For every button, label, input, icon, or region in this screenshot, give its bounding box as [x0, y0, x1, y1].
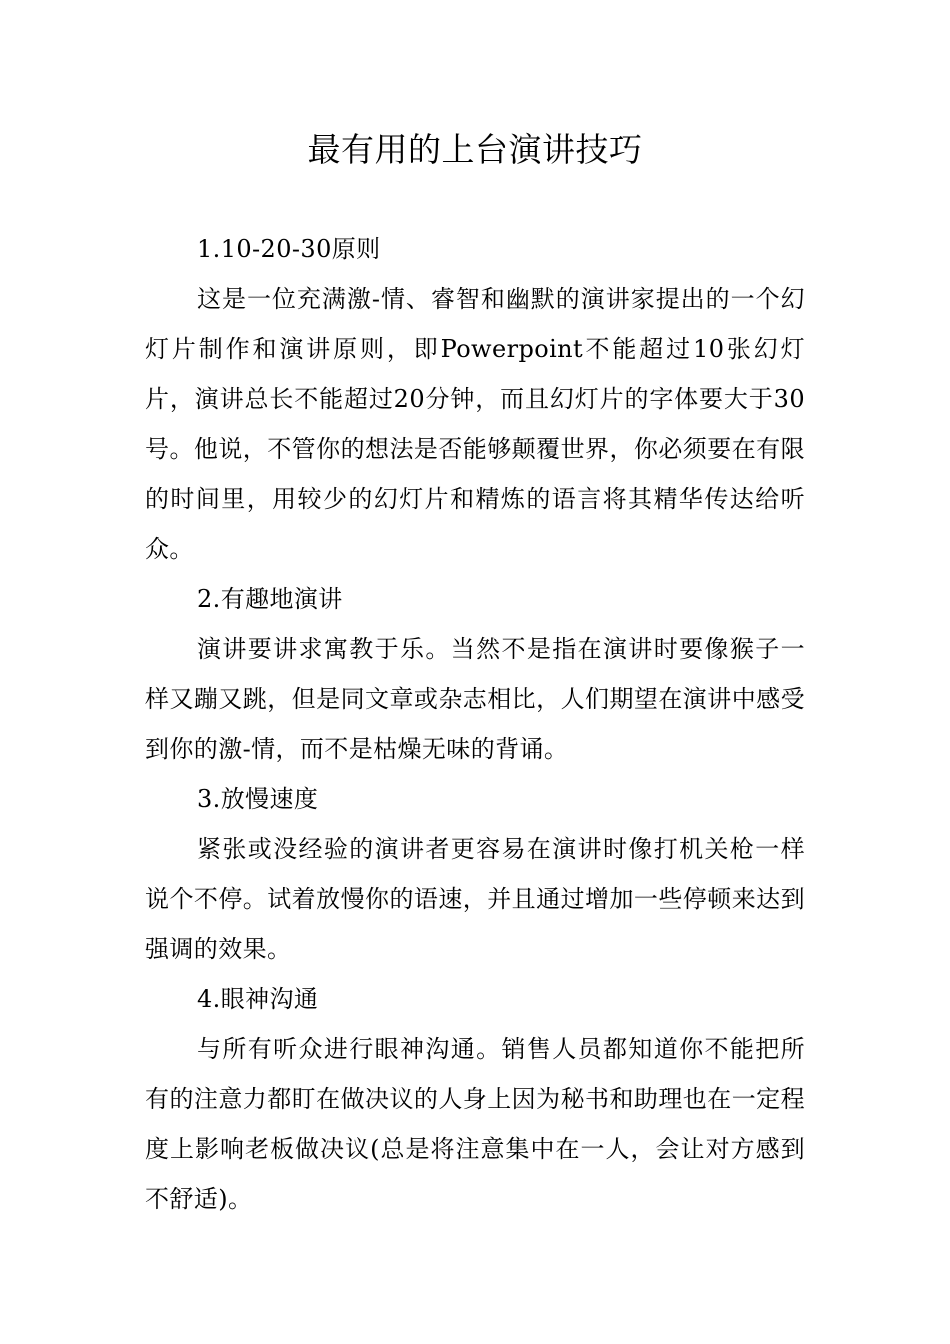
section-heading-1: 1.10-20-30原则	[197, 235, 381, 263]
section-heading-3: 3.放慢速度	[197, 785, 319, 813]
page-title: 最有用的上台演讲技巧	[307, 130, 643, 169]
document-body	[145, 224, 805, 1224]
section-heading-4: 4.眼神沟通	[197, 985, 319, 1013]
section-body-1: 这是一位充满激-情、睿智和幽默的演讲家提出的一个幻灯片制作和演讲原则，即Powerpoint不能超过10张幻灯片，演讲总长不能超过20分钟，而且幻灯片的字体要大于30号。他说，不管你的想法是否能够颠覆世界，你必须要在有限的时间里，用较少的幻灯片和精炼的语言将其精华传达给听众。	[145, 285, 805, 563]
section-body-2: 演讲要讲求寓教于乐。当然不是指在演讲时要像猴子一样又蹦又跳，但是同文章或杂志相比，人们期望在演讲中感受到你的激-情，而不是枯燥无味的背诵。	[145, 635, 805, 763]
section-body-3: 紧张或没经验的演讲者更容易在演讲时像打机关枪一样说个不停。试着放慢你的语速，并且通过增加一些停顿来达到强调的效果。	[145, 835, 805, 963]
section-body-4: 与所有听众进行眼神沟通。销售人员都知道你不能把所有的注意力都盯在做决议的人身上因为秘书和助理也在一定程度上影响老板做决议(总是将注意集中在一人，会让对方感到不舒适)。	[145, 1035, 805, 1213]
section-heading-2: 2.有趣地演讲	[197, 585, 343, 613]
